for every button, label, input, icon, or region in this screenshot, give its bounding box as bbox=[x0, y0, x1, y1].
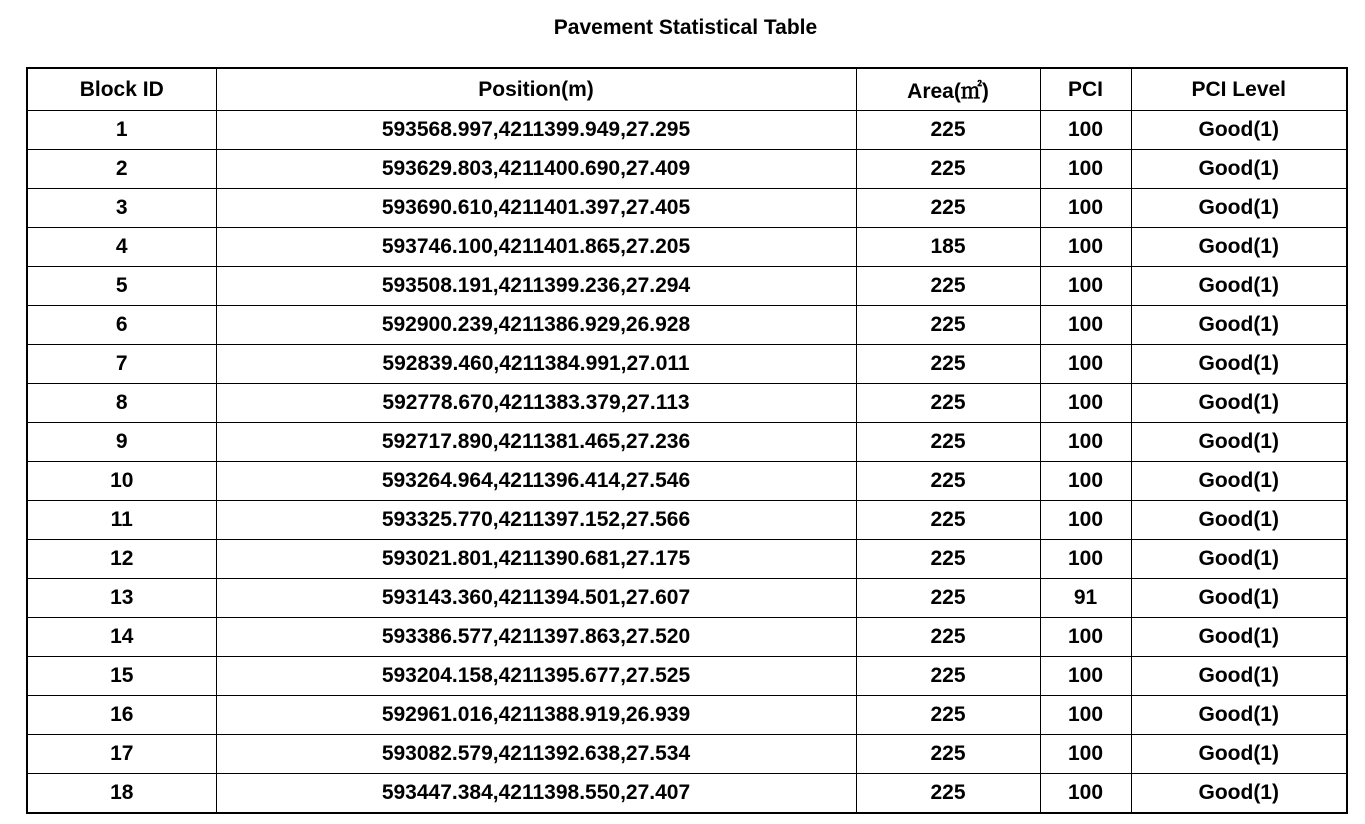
cell-area: 225 bbox=[856, 306, 1040, 345]
table-row bbox=[27, 774, 1347, 814]
cell-position: 593264.964,4211396.414,27.546 bbox=[216, 462, 856, 501]
cell-pci-level: Good(1) bbox=[1131, 462, 1347, 501]
column-header-block-id: Block ID bbox=[27, 68, 216, 111]
table-row bbox=[27, 306, 1347, 345]
cell-area: 225 bbox=[856, 150, 1040, 189]
cell-pci-level: Good(1) bbox=[1131, 540, 1347, 579]
cell-block-id: 1 bbox=[27, 111, 216, 150]
cell-area: 225 bbox=[856, 696, 1040, 735]
cell-pci-level: Good(1) bbox=[1131, 657, 1347, 696]
cell-pci-level: Good(1) bbox=[1131, 150, 1347, 189]
table-row bbox=[27, 111, 1347, 150]
cell-pci-level: Good(1) bbox=[1131, 774, 1347, 814]
cell-pci-level: Good(1) bbox=[1131, 345, 1347, 384]
cell-block-id: 5 bbox=[27, 267, 216, 306]
cell-position: 593690.610,4211401.397,27.405 bbox=[216, 189, 856, 228]
cell-position: 592900.239,4211386.929,26.928 bbox=[216, 306, 856, 345]
cell-pci-level: Good(1) bbox=[1131, 228, 1347, 267]
table-row bbox=[27, 423, 1347, 462]
cell-pci: 100 bbox=[1040, 618, 1131, 657]
table-row bbox=[27, 540, 1347, 579]
cell-pci: 100 bbox=[1040, 306, 1131, 345]
pavement-statistics-table bbox=[26, 67, 1348, 814]
cell-block-id: 17 bbox=[27, 735, 216, 774]
cell-pci: 100 bbox=[1040, 189, 1131, 228]
cell-area: 225 bbox=[856, 735, 1040, 774]
cell-pci: 100 bbox=[1040, 345, 1131, 384]
cell-position: 593447.384,4211398.550,27.407 bbox=[216, 774, 856, 814]
cell-position: 593746.100,4211401.865,27.205 bbox=[216, 228, 856, 267]
table-header-row bbox=[27, 68, 1347, 111]
cell-position: 593082.579,4211392.638,27.534 bbox=[216, 735, 856, 774]
cell-position: 593143.360,4211394.501,27.607 bbox=[216, 579, 856, 618]
cell-area: 225 bbox=[856, 423, 1040, 462]
cell-position: 593386.577,4211397.863,27.520 bbox=[216, 618, 856, 657]
cell-block-id: 16 bbox=[27, 696, 216, 735]
table-row bbox=[27, 150, 1347, 189]
cell-pci: 100 bbox=[1040, 774, 1131, 814]
cell-pci-level: Good(1) bbox=[1131, 618, 1347, 657]
cell-pci: 100 bbox=[1040, 423, 1131, 462]
cell-position: 592961.016,4211388.919,26.939 bbox=[216, 696, 856, 735]
cell-pci: 100 bbox=[1040, 111, 1131, 150]
table-row bbox=[27, 345, 1347, 384]
cell-block-id: 8 bbox=[27, 384, 216, 423]
cell-position: 593325.770,4211397.152,27.566 bbox=[216, 501, 856, 540]
cell-block-id: 10 bbox=[27, 462, 216, 501]
cell-block-id: 9 bbox=[27, 423, 216, 462]
table-row bbox=[27, 735, 1347, 774]
column-header-pci: PCI bbox=[1040, 68, 1131, 111]
cell-area: 225 bbox=[856, 189, 1040, 228]
cell-position: 592778.670,4211383.379,27.113 bbox=[216, 384, 856, 423]
cell-block-id: 13 bbox=[27, 579, 216, 618]
cell-pci-level: Good(1) bbox=[1131, 579, 1347, 618]
table-row bbox=[27, 267, 1347, 306]
cell-area: 225 bbox=[856, 618, 1040, 657]
cell-pci: 100 bbox=[1040, 228, 1131, 267]
cell-area: 225 bbox=[856, 501, 1040, 540]
table-row bbox=[27, 462, 1347, 501]
cell-area: 225 bbox=[856, 462, 1040, 501]
cell-area: 225 bbox=[856, 345, 1040, 384]
cell-pci-level: Good(1) bbox=[1131, 111, 1347, 150]
cell-area: 225 bbox=[856, 657, 1040, 696]
cell-pci: 100 bbox=[1040, 501, 1131, 540]
cell-block-id: 15 bbox=[27, 657, 216, 696]
cell-pci-level: Good(1) bbox=[1131, 735, 1347, 774]
cell-pci: 100 bbox=[1040, 384, 1131, 423]
cell-block-id: 18 bbox=[27, 774, 216, 814]
cell-pci-level: Good(1) bbox=[1131, 501, 1347, 540]
cell-area: 225 bbox=[856, 111, 1040, 150]
table-row bbox=[27, 384, 1347, 423]
cell-block-id: 14 bbox=[27, 618, 216, 657]
cell-area: 225 bbox=[856, 774, 1040, 814]
table-row bbox=[27, 696, 1347, 735]
cell-position: 593021.801,4211390.681,27.175 bbox=[216, 540, 856, 579]
cell-block-id: 6 bbox=[27, 306, 216, 345]
cell-area: 225 bbox=[856, 267, 1040, 306]
table-body bbox=[27, 111, 1347, 814]
column-header-area: Area(㎡) bbox=[856, 68, 1040, 111]
cell-position: 592839.460,4211384.991,27.011 bbox=[216, 345, 856, 384]
cell-block-id: 7 bbox=[27, 345, 216, 384]
table-row bbox=[27, 618, 1347, 657]
cell-area: 225 bbox=[856, 579, 1040, 618]
cell-pci: 100 bbox=[1040, 462, 1131, 501]
column-header-position: Position(m) bbox=[216, 68, 856, 111]
cell-area: 185 bbox=[856, 228, 1040, 267]
cell-block-id: 12 bbox=[27, 540, 216, 579]
cell-area: 225 bbox=[856, 384, 1040, 423]
cell-pci: 100 bbox=[1040, 150, 1131, 189]
cell-pci: 100 bbox=[1040, 267, 1131, 306]
cell-position: 592717.890,4211381.465,27.236 bbox=[216, 423, 856, 462]
cell-position: 593629.803,4211400.690,27.409 bbox=[216, 150, 856, 189]
cell-block-id: 11 bbox=[27, 501, 216, 540]
cell-pci-level: Good(1) bbox=[1131, 306, 1347, 345]
cell-block-id: 4 bbox=[27, 228, 216, 267]
table-row bbox=[27, 501, 1347, 540]
cell-position: 593568.997,4211399.949,27.295 bbox=[216, 111, 856, 150]
cell-pci: 100 bbox=[1040, 696, 1131, 735]
cell-block-id: 3 bbox=[27, 189, 216, 228]
cell-pci: 100 bbox=[1040, 657, 1131, 696]
cell-block-id: 2 bbox=[27, 150, 216, 189]
cell-pci: 100 bbox=[1040, 735, 1131, 774]
cell-pci: 100 bbox=[1040, 540, 1131, 579]
cell-pci: 91 bbox=[1040, 579, 1131, 618]
table-row bbox=[27, 579, 1347, 618]
page-title: Pavement Statistical Table bbox=[553, 16, 818, 39]
cell-pci-level: Good(1) bbox=[1131, 267, 1347, 306]
cell-position: 593508.191,4211399.236,27.294 bbox=[216, 267, 856, 306]
cell-pci-level: Good(1) bbox=[1131, 696, 1347, 735]
table-row bbox=[27, 189, 1347, 228]
table-row bbox=[27, 228, 1347, 267]
column-header-pci-level: PCI Level bbox=[1131, 68, 1347, 111]
cell-position: 593204.158,4211395.677,27.525 bbox=[216, 657, 856, 696]
cell-pci-level: Good(1) bbox=[1131, 423, 1347, 462]
cell-pci-level: Good(1) bbox=[1131, 384, 1347, 423]
cell-area: 225 bbox=[856, 540, 1040, 579]
cell-pci-level: Good(1) bbox=[1131, 189, 1347, 228]
table-row bbox=[27, 657, 1347, 696]
